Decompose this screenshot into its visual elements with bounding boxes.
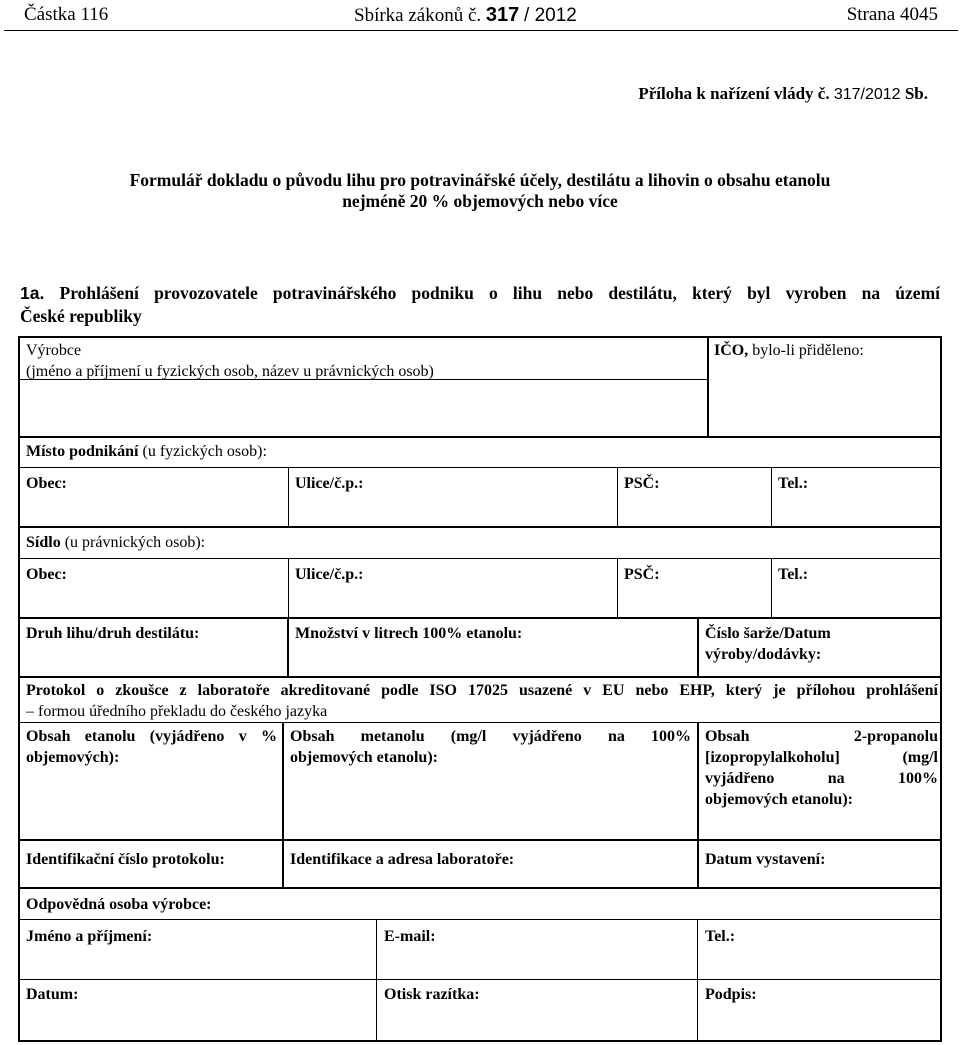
rule: [20, 436, 940, 438]
rule: [697, 617, 699, 676]
rule: [20, 526, 940, 528]
rule: [20, 979, 940, 980]
ico-field[interactable]: IČO, bylo-li přiděleno:: [714, 342, 864, 359]
phone-field-3[interactable]: Tel.:: [705, 928, 736, 945]
rule: [617, 558, 618, 617]
page-number: Strana 4045: [846, 4, 938, 25]
postcode-field-1[interactable]: PSČ:: [624, 475, 660, 492]
rule: [20, 467, 940, 468]
rule: [771, 467, 772, 526]
producer-field[interactable]: [26, 340, 434, 382]
stamp-field[interactable]: Otisk razítka:: [384, 986, 480, 1003]
rule: [282, 722, 284, 839]
ethanol-amount-field[interactable]: Množství v litrech 100% etanolu:: [295, 625, 523, 642]
phone-field-2[interactable]: Tel.:: [778, 566, 809, 583]
rule: [20, 1040, 940, 1042]
rule: [288, 467, 289, 526]
rule: [20, 919, 940, 920]
registered-seat-label: Sídlo (u právnických osob):: [26, 534, 206, 551]
rule: [697, 722, 699, 839]
postcode-field-2[interactable]: PSČ:: [624, 566, 660, 583]
batch-field[interactable]: Číslo šarže/Datum výroby/dodávky:: [705, 625, 831, 663]
rule: [20, 617, 940, 619]
rule: [20, 336, 940, 338]
propanol-content-field[interactable]: Obsah 2-propanolu [izopropylalkoholu] (mg/l vyjádřeno na 100% objemových etanolu):: [705, 728, 938, 808]
rule: [617, 467, 618, 526]
street-field-2[interactable]: Ulice/č.p.:: [295, 566, 364, 583]
rule: [20, 887, 940, 889]
protocol-statement: Protokol o zkoušce z laboratoře akreditované podle ISO 17025 usazené v EU nebo EHP, který je přílohou prohlášení – formou úředního překladu do českého jazyka: [26, 682, 938, 720]
issue-date-field[interactable]: Datum vystavení:: [705, 851, 826, 868]
municipality-field-2[interactable]: Obec:: [26, 566, 67, 583]
email-field[interactable]: E-mail:: [384, 928, 436, 945]
declaration-form: [18, 336, 942, 1042]
rule: [20, 839, 940, 841]
street-field-1[interactable]: Ulice/č.p.:: [295, 475, 364, 492]
rule: [288, 558, 289, 617]
header-rule: [4, 30, 958, 31]
rule: [282, 839, 284, 887]
producer-label: Výrobce: [26, 342, 82, 359]
signature-field[interactable]: Podpis:: [705, 986, 757, 1003]
spirit-kind-field[interactable]: Druh lihu/druh destilátu:: [26, 625, 200, 642]
rule: [697, 839, 699, 887]
responsible-person-label: Odpovědná osoba výrobce:: [26, 896, 212, 913]
protocol-id-field[interactable]: Identifikační číslo protokolu:: [26, 851, 225, 868]
methanol-content-field[interactable]: Obsah metanolu (mg/l vyjádřeno na 100% objemových etanolu):: [290, 728, 691, 766]
rule: [20, 722, 940, 723]
place-of-business-label: Místo podnikání (u fyzických osob):: [26, 443, 267, 460]
name-field[interactable]: Jméno a příjmení:: [26, 928, 153, 945]
rule: [287, 617, 289, 676]
issue-number: Částka 116: [24, 4, 109, 25]
form-title: Formulář dokladu o původu lihu pro potravinářské účely, destilátu a lihovin o obsahu etanolu nejméně 20 % objemových nebo více: [129, 170, 831, 211]
rule: [20, 676, 940, 678]
municipality-field-1[interactable]: Obec:: [26, 475, 67, 492]
rule: [771, 558, 772, 617]
phone-field-1[interactable]: Tel.:: [778, 475, 809, 492]
rule: [707, 336, 709, 436]
ethanol-content-field[interactable]: Obsah etanolu (vyjádřeno v % objemových):: [26, 728, 277, 766]
date-field[interactable]: Datum:: [26, 986, 79, 1003]
producer-hint: (jméno a příjmení u fyzických osob, název u právnických osob): [26, 363, 434, 380]
collection-reference: Sbírka zákonů č. 317 / 2012: [354, 4, 577, 26]
annex-note: Příloha k nařízení vlády č. 317/2012 Sb.: [638, 84, 928, 103]
page-header: [24, 2, 938, 28]
rule: [697, 919, 698, 1040]
section-heading: 1a. Prohlášení provozovatele potravinářského podniku o lihu nebo destilátu, který byl vyroben na území České republiky: [20, 283, 941, 326]
rule: [20, 558, 940, 559]
rule: [376, 919, 377, 1040]
laboratory-field[interactable]: Identifikace a adresa laboratoře:: [290, 851, 515, 868]
